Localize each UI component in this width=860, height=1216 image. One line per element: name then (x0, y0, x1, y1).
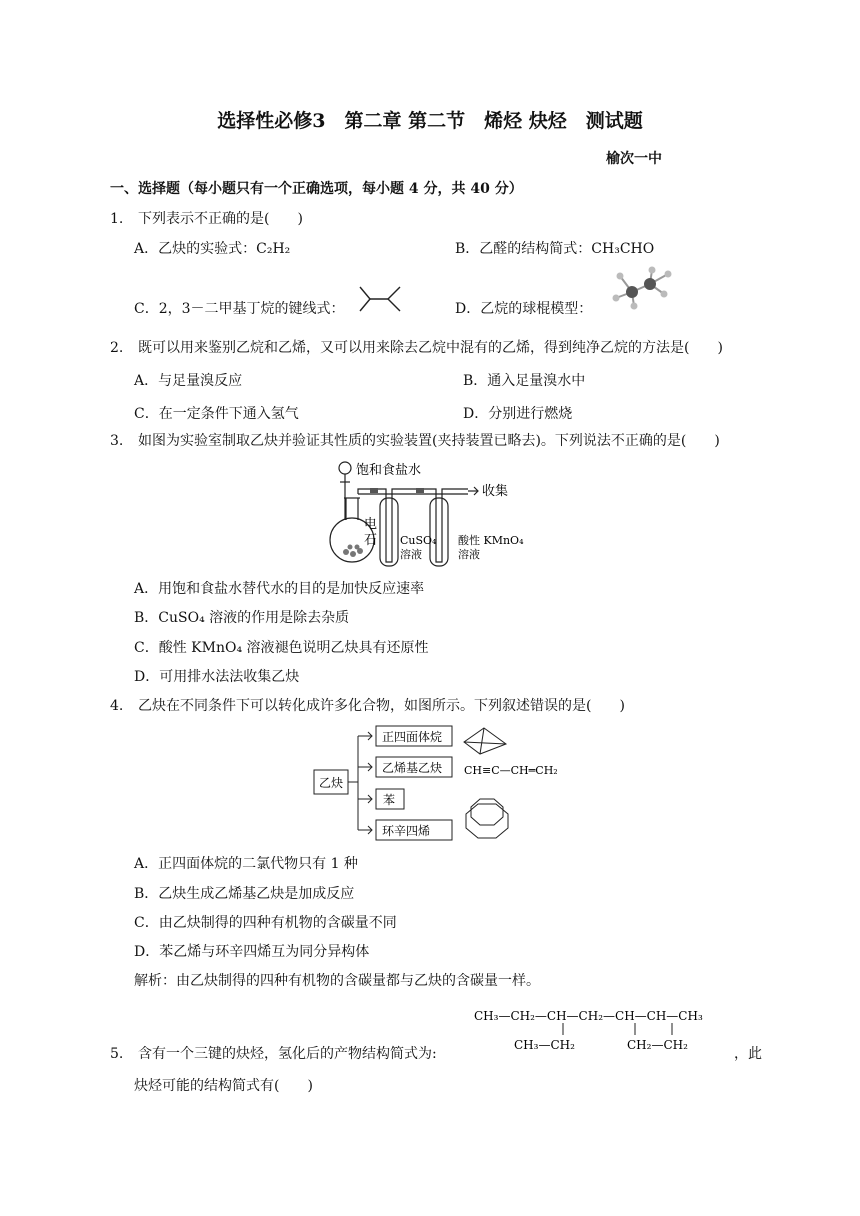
option-label: C． (134, 640, 159, 656)
option-d (463, 403, 572, 423)
option-text: 乙炔的实验式：C₂H₂ (158, 241, 291, 257)
page-title: 选择性必修3 第二章 第二节 烯烃 炔烃 测试题 (217, 110, 643, 132)
option-text: CuSO₄ 溶液的作用是除去杂质 (158, 610, 350, 626)
option-text: 分别进行燃烧 (488, 406, 573, 422)
question-stem-part2: ，此 (734, 1046, 762, 1062)
option-c (134, 403, 299, 423)
analysis-text: 解析：由乙炔制得的四种有机物的含碳量都与乙炔的含碳量一样。 (134, 973, 540, 989)
option-text: 苯乙烯与环辛四烯互为同分异构体 (159, 944, 370, 960)
question-stem: 如图为实验室制取乙炔并验证其性质的实验装置(夹持装置已略去)。下列说法不正确的是( ) (138, 433, 720, 449)
tube1-label-2: 溶液 (400, 548, 422, 561)
option-label: B． (455, 241, 480, 257)
option-label: C． (134, 915, 159, 931)
option-a (134, 853, 358, 873)
question-number: 4. (110, 698, 124, 714)
option-b (134, 883, 354, 903)
formula-branch-right: CH₂—CH₂ (627, 1038, 688, 1052)
calcium-carbide-label-1: 电 (364, 517, 378, 532)
tube2-label-2: 溶液 (458, 548, 480, 561)
option-c (134, 637, 429, 657)
collect-label: 收集 (482, 484, 509, 499)
question-stem-line2: 炔烃可能的结构简式有( ) (134, 1078, 313, 1094)
option-text: 正四面体烷的二氯代物只有 1 种 (158, 856, 358, 872)
product-cyclooctatetraene: 环辛四烯 (382, 824, 431, 838)
formula-main-chain: CH₃—CH₂—CH—CH₂—CH—CH—CH₃ (474, 1009, 703, 1023)
option-text: 酸性 KMnO₄ 溶液褪色说明乙炔具有还原性 (158, 640, 429, 656)
question-number: 3. (110, 433, 124, 449)
tube2-label-1: 酸性 KMnO₄ (458, 534, 524, 547)
school-name: 榆次一中 (606, 151, 662, 167)
option-text: 可用排水法法收集乙炔 (159, 669, 300, 685)
acetylene-apparatus-figure (318, 458, 550, 568)
formula-branch-left: CH₃—CH₂ (514, 1038, 575, 1052)
question-2 (110, 337, 723, 357)
option-b (463, 370, 585, 390)
option-label: B． (134, 610, 159, 626)
option-c (134, 912, 397, 932)
option-b (134, 607, 349, 627)
funnel-label: 饱和食盐水 (356, 463, 422, 478)
option-d (455, 298, 592, 318)
tube1-label-1: CuSO₄ (400, 534, 437, 547)
option-a (134, 370, 242, 390)
option-label: B． (134, 886, 159, 902)
option-text: 在一定条件下通入氢气 (158, 406, 299, 422)
question-number: 2. (110, 340, 124, 356)
option-a (134, 238, 290, 258)
option-text: 2，3－二甲基丁烷的键线式： (158, 301, 345, 317)
option-text: 用饱和食盐水替代水的目的是加快反应速率 (158, 581, 425, 597)
figure-source-label: 乙炔 (319, 776, 344, 790)
question-stem: 既可以用来鉴别乙烷和乙烯，又可以用来除去乙烷中混有的乙烯，得到纯净乙烷的方法是( ) (138, 340, 723, 356)
option-d (134, 666, 299, 686)
option-text: 由乙炔制得的四种有机物的含碳量不同 (158, 915, 397, 931)
option-text: 乙烷的球棍模型： (480, 301, 593, 317)
option-label: B． (463, 373, 488, 389)
option-d (134, 941, 369, 961)
question-stem: 下列表示不正确的是( ) (138, 211, 303, 227)
question-1 (110, 208, 303, 228)
option-text: 与足量溴反应 (158, 373, 243, 389)
option-label: D． (463, 406, 489, 422)
option-a (134, 578, 424, 598)
option-c (134, 298, 345, 318)
option-label: A． (134, 581, 159, 597)
ball-stick-model-figure (606, 262, 676, 310)
option-text: 通入足量溴水中 (487, 373, 586, 389)
option-label: D． (134, 944, 160, 960)
product-tetrahedrane: 正四面体烷 (382, 730, 443, 744)
calcium-carbide-label-2: 石 (364, 533, 378, 548)
question-number: 5. (110, 1046, 124, 1062)
product-vinylacetylene: 乙烯基乙炔 (382, 761, 443, 775)
option-label: C． (134, 301, 159, 317)
vinylacetylene-formula: CH≡C—CH═CH₂ (464, 764, 558, 777)
option-b (455, 238, 654, 258)
question-3 (110, 430, 720, 450)
acetylene-conversion-figure (312, 722, 584, 846)
question-stem-part1: 含有一个三键的炔烃，氢化后的产物结构简式为: (138, 1046, 437, 1062)
question-stem: 乙炔在不同条件下可以转化成许多化合物，如图所示。下列叙述错误的是( ) (138, 698, 625, 714)
option-text: 乙醛的结构简式：CH₃CHO (479, 241, 655, 257)
option-label: C． (134, 406, 159, 422)
section-heading: 一、选择题（每小题只有一个正确选项，每小题 4 分，共 40 分） (110, 181, 523, 197)
question-5 (110, 1043, 437, 1063)
option-label: D． (134, 669, 160, 685)
product-benzene: 苯 (383, 793, 396, 807)
option-text: 乙炔生成乙烯基乙炔是加成反应 (158, 886, 355, 902)
option-label: A． (134, 241, 159, 257)
question-4 (110, 695, 625, 715)
option-label: A． (134, 373, 159, 389)
structural-formula-figure (472, 1003, 734, 1055)
question-number: 1. (110, 211, 124, 227)
option-label: D． (455, 301, 481, 317)
skeletal-formula-figure (356, 283, 404, 315)
option-label: A． (134, 856, 159, 872)
